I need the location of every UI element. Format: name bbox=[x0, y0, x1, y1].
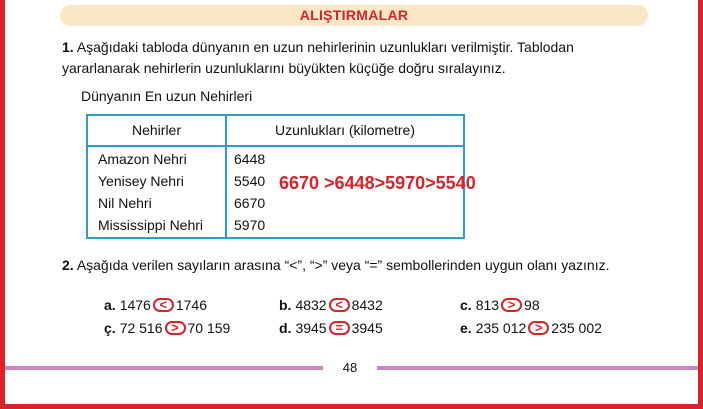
table-cell-river: Nil Nehri bbox=[98, 195, 152, 211]
comparison-item bbox=[279, 320, 383, 336]
table-cell-river: Yenisey Nehri bbox=[98, 173, 184, 189]
question-2-number: 2. bbox=[62, 257, 74, 273]
item-right-number: 235 002 bbox=[551, 320, 602, 336]
comparison-symbol: < bbox=[153, 298, 174, 312]
question-1 bbox=[62, 37, 652, 79]
table-header-lengths: Uzunlukları (kilometre) bbox=[274, 122, 416, 138]
page-frame-right bbox=[698, 0, 703, 409]
item-right-number: 3945 bbox=[351, 320, 383, 336]
table-header-rivers: Nehirler bbox=[131, 122, 181, 138]
table-cell-length: 5540 bbox=[234, 173, 266, 189]
item-left-number: 813 bbox=[475, 297, 500, 313]
comparison-symbol: > bbox=[501, 298, 522, 312]
comparison-item bbox=[460, 297, 540, 313]
item-label: e. bbox=[460, 320, 472, 336]
question-2 bbox=[62, 254, 660, 276]
table-header-divider bbox=[88, 145, 463, 147]
footer-divider-left bbox=[5, 366, 323, 370]
page-frame-bottom bbox=[0, 404, 703, 409]
comparison-item bbox=[279, 297, 383, 313]
comparison-symbol: > bbox=[165, 321, 186, 335]
item-label: d. bbox=[279, 320, 292, 336]
item-right-number: 1746 bbox=[175, 297, 207, 313]
table-cell-river: Mississippi Nehri bbox=[98, 217, 204, 233]
table-cell-length: 6448 bbox=[234, 151, 266, 167]
item-label: ç. bbox=[104, 320, 116, 336]
item-right-number: 70 159 bbox=[187, 320, 231, 336]
question-1-text: Aşağıdaki tabloda dünyanın en uzun nehirlerinin uzunlukları verilmiştir. Tablodan yararlanarak nehirlerin uzunluklarını büyükten küçüğe doğru sıralayınız. bbox=[62, 39, 574, 76]
item-left-number: 1476 bbox=[119, 297, 151, 313]
item-left-number: 72 516 bbox=[119, 320, 163, 336]
table-cell-length: 6670 bbox=[234, 195, 266, 211]
item-label: b. bbox=[279, 297, 292, 313]
item-left-number: 4832 bbox=[295, 297, 327, 313]
table-caption: Dünyanın En uzun Nehirleri bbox=[81, 88, 253, 104]
item-left-number: 3945 bbox=[295, 320, 327, 336]
footer-divider-right bbox=[377, 366, 698, 370]
page-frame-left bbox=[0, 0, 5, 409]
question-2-text: Aşağıda verilen sayıların arasına “<”, “>” veya “=” sembollerinden uygun olanı yazınız. bbox=[76, 257, 610, 273]
item-right-number: 8432 bbox=[351, 297, 383, 313]
section-title: ALIŞTIRMALAR bbox=[299, 7, 409, 23]
comparison-symbol: < bbox=[329, 298, 350, 312]
comparison-item bbox=[460, 320, 602, 336]
table-cell-length: 5970 bbox=[234, 217, 266, 233]
comparison-symbol: > bbox=[528, 321, 549, 335]
comparison-item bbox=[104, 297, 207, 313]
handwritten-answer: 6670 >6448>5970>5540 bbox=[279, 173, 476, 193]
item-label: c. bbox=[460, 297, 472, 313]
item-right-number: 98 bbox=[524, 297, 540, 313]
comparison-item bbox=[104, 320, 230, 336]
item-label: a. bbox=[104, 297, 116, 313]
section-header bbox=[60, 5, 648, 26]
item-left-number: 235 012 bbox=[475, 320, 527, 336]
page-number: 48 bbox=[342, 360, 358, 375]
question-1-number: 1. bbox=[62, 39, 74, 55]
table-cell-river: Amazon Nehri bbox=[98, 151, 187, 167]
comparison-symbol: = bbox=[329, 321, 350, 335]
